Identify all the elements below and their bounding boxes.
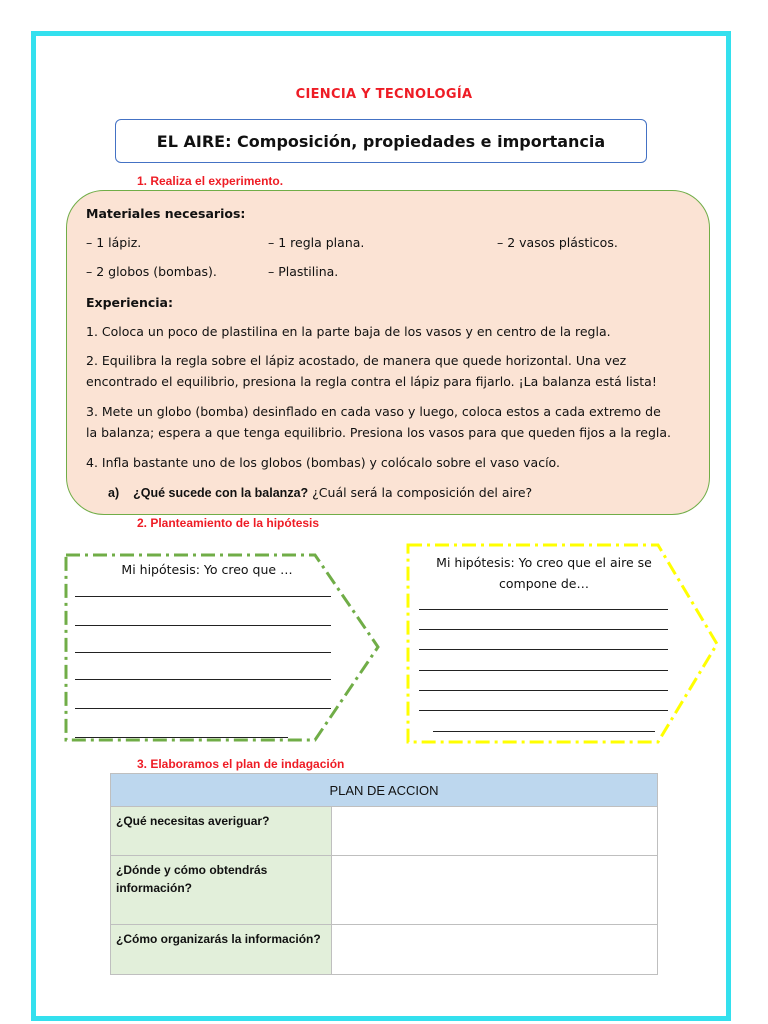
subject-title: CIENCIA Y TECNOLOGÍA [295, 87, 473, 102]
question-a [108, 482, 532, 504]
section3-heading: 3. Elaboramos el plan de indagación [137, 757, 345, 771]
answer-line [75, 708, 331, 709]
answer-line [419, 609, 668, 610]
material-item: – 1 regla plana. [268, 235, 365, 250]
step-text: 3. Mete un globo (bomba) desinflado en cada vaso y luego, coloca estos a cada extremo de [86, 404, 661, 419]
step-text: 4. Infla bastante uno de los globos (bombas) y colócalo sobre el vaso vacío. [86, 455, 560, 470]
material-item: – 1 lápiz. [86, 235, 142, 250]
action-plan-table [110, 773, 658, 975]
worksheet-title: EL AIRE: Composición, propiedades e importancia [115, 119, 647, 163]
answer-line [433, 731, 655, 732]
step-text: la balanza; espera a que tenga equilibrio. Presiona los vasos para que queden fijos a la regla. [86, 425, 672, 440]
plan-answer-cell[interactable] [332, 807, 658, 856]
hypothesis2-label-line1: Mi hipótesis: Yo creo que el aire se [436, 555, 652, 570]
table-row [111, 925, 658, 975]
step-text: 1. Coloca un poco de plastilina en la parte baja de los vasos y en centro de la regla. [86, 324, 611, 339]
plan-answer-cell[interactable] [332, 925, 658, 975]
answer-line [75, 679, 331, 680]
hypothesis-shape-yellow [403, 540, 725, 748]
hypothesis1-label: Mi hipótesis: Yo creo que … [121, 562, 293, 577]
answer-line [75, 737, 288, 738]
answer-line [419, 649, 668, 650]
plan-question: ¿Dónde y cómo obtendrás información? [111, 856, 332, 925]
question-rest: ¿Cuál será la composición del aire? [312, 485, 533, 500]
answer-line [75, 625, 331, 626]
hypothesis2-label-line2: compone de… [499, 576, 589, 591]
answer-line [419, 670, 668, 671]
step-text: 2. Equilibra la regla sobre el lápiz acostado, de manera que quede horizontal. Una vez [86, 353, 627, 368]
answer-line [75, 596, 331, 597]
question-bold: ¿Qué sucede con la balanza? [133, 486, 309, 500]
question-letter: a) [108, 486, 120, 500]
answer-line [75, 652, 331, 653]
hypothesis-shape-green [60, 550, 386, 748]
table-row [111, 856, 658, 925]
plan-question: ¿Cómo organizarás la información? [111, 925, 332, 975]
plan-answer-cell[interactable] [332, 856, 658, 925]
section1-heading: 1. Realiza el experimento. [137, 174, 284, 188]
material-item: – 2 globos (bombas). [86, 264, 217, 279]
material-item: – Plastilina. [268, 264, 339, 279]
step-text: encontrado el equilibrio, presiona la regla contra el lápiz para fijarlo. ¡La balanza está lista! [86, 374, 657, 389]
experience-title: Experiencia: [86, 295, 173, 310]
answer-line [419, 629, 668, 630]
plan-question: ¿Qué necesitas averiguar? [111, 807, 332, 856]
material-item: – 2 vasos plásticos. [497, 235, 618, 250]
section2-heading: 2. Planteamiento de la hipótesis [137, 516, 320, 530]
materials-title: Materiales necesarios: [86, 206, 246, 221]
answer-line [419, 710, 668, 711]
table-row [111, 807, 658, 856]
answer-line [419, 690, 668, 691]
table-header: PLAN DE ACCION [111, 774, 658, 807]
